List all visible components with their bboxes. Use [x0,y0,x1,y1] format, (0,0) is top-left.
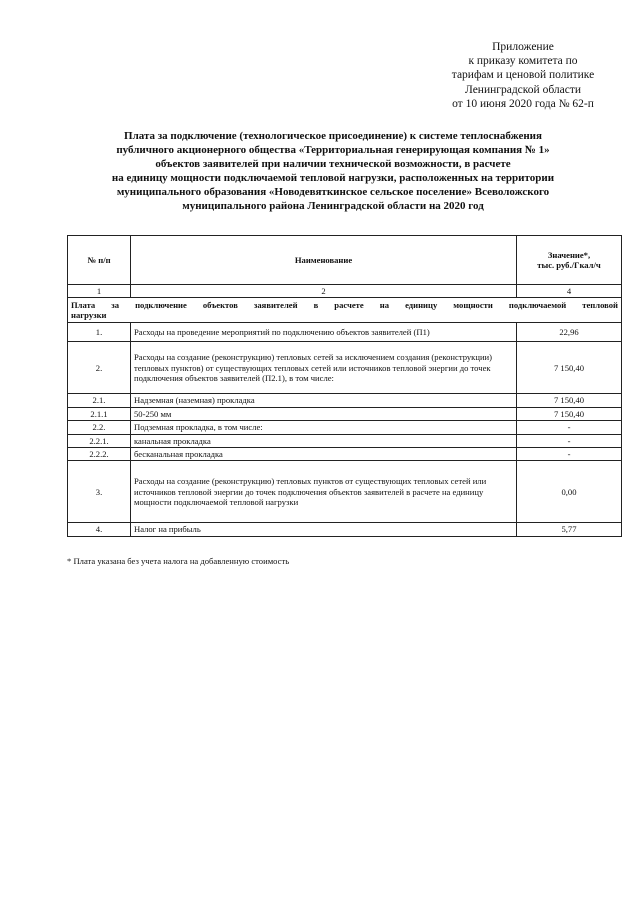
header-value-line: тыс. руб./Гкал/ч [537,260,601,270]
header-num: № п/п [68,236,131,285]
table-row [68,323,622,342]
title-line: объектов заявителей при наличии технической возможности, в расчете [155,158,511,170]
row-num: 2.1. [68,394,131,407]
row-num: 2.1.1 [68,407,131,420]
row-name: Расходы на проведение мероприятий по подключению объектов заявителей (П1) [131,323,517,342]
row-name: Налог на прибыль [131,523,517,536]
header-row [68,236,622,285]
document-title [60,129,606,213]
title-line: публичного акционерного общества «Территориальная генерирующая компания № 1» [116,144,550,156]
table-row [68,434,622,447]
footnote: * Плата указана без учета налога на добавленную стоимость [67,556,290,566]
row-name: Расходы на создание (реконструкцию) тепловых пунктов от существующих тепловых сетей или источников тепловой энергии до точек подключения объектов заявителей в расчете на единицу мощности подключаемой тепловой нагрузки [131,461,517,523]
title-line: Плата за подключение (технологическое присоединение) к системе теплоснабжения [124,130,542,142]
row-value: - [517,448,622,461]
title-line: на единицу мощности подключаемой тепловой нагрузки, расположенных на территории [111,172,555,184]
appendix-line: тарифам и ценовой политике [451,69,595,82]
row-value: 7 150,40 [517,394,622,407]
appendix-line: от 10 июня 2020 года № 62-п [452,97,594,110]
row-value: 7 150,40 [517,407,622,420]
row-value: 5,77 [517,523,622,536]
row-num: 4. [68,523,131,536]
table-row [68,448,622,461]
appendix-line: Ленинградской области [464,83,582,96]
row-name: бесканальная прокладка [131,448,517,461]
row-name: Подземная прокладка, в том числе: [131,421,517,434]
table-row [68,461,622,523]
section-title-line: нагрузки [71,310,107,321]
table-row [68,421,622,434]
row-value: - [517,421,622,434]
appendix-block [418,40,628,111]
table-row [68,523,622,536]
row-name: канальная прокладка [131,434,517,447]
title-line: муниципального района Ленинградской области на 2020 год [182,200,484,212]
row-value: 7 150,40 [517,342,622,394]
header-name: Наименование [131,236,517,285]
row-name: Расходы на создание (реконструкцию) тепловых сетей за исключением создания (реконструкции) тепловых пунктов) от существующих тепловых сетей или источников тепловой энергии до точек подключения объектов заявителей (П2.1), в том числе: [131,342,517,394]
appendix-line: к приказу комитета по [468,55,578,68]
table-row [68,342,622,394]
row-name: Надземная (наземная) прокладка [131,394,517,407]
row-value: 22,96 [517,323,622,342]
appendix-line: Приложение [492,41,554,53]
index-cell: 4 [517,285,622,298]
table-row [68,407,622,420]
row-num: 1. [68,323,131,342]
index-cell: 1 [68,285,131,298]
index-row [68,285,622,298]
header-value-line: Значение*, [547,249,591,260]
table-row [68,394,622,407]
tariff-table [67,235,622,537]
row-num: 2.2.1. [68,434,131,447]
row-num: 3. [68,461,131,523]
row-value: 0,00 [517,461,622,523]
row-name: 50-250 мм [131,407,517,420]
index-cell: 2 [131,285,517,298]
row-num: 2.2. [68,421,131,434]
section-row [68,298,622,323]
header-value [517,236,622,285]
section-title-line: Плата за подключение объектов заявителей в расчете на единицу мощности подключаемой тепловой [71,300,618,310]
row-num: 2.2.2. [68,448,131,461]
row-value: - [517,434,622,447]
row-num: 2. [68,342,131,394]
title-line: муниципального образования «Новодевяткинское сельское поселение» Всеволожского [116,186,550,198]
section-title [68,298,622,323]
